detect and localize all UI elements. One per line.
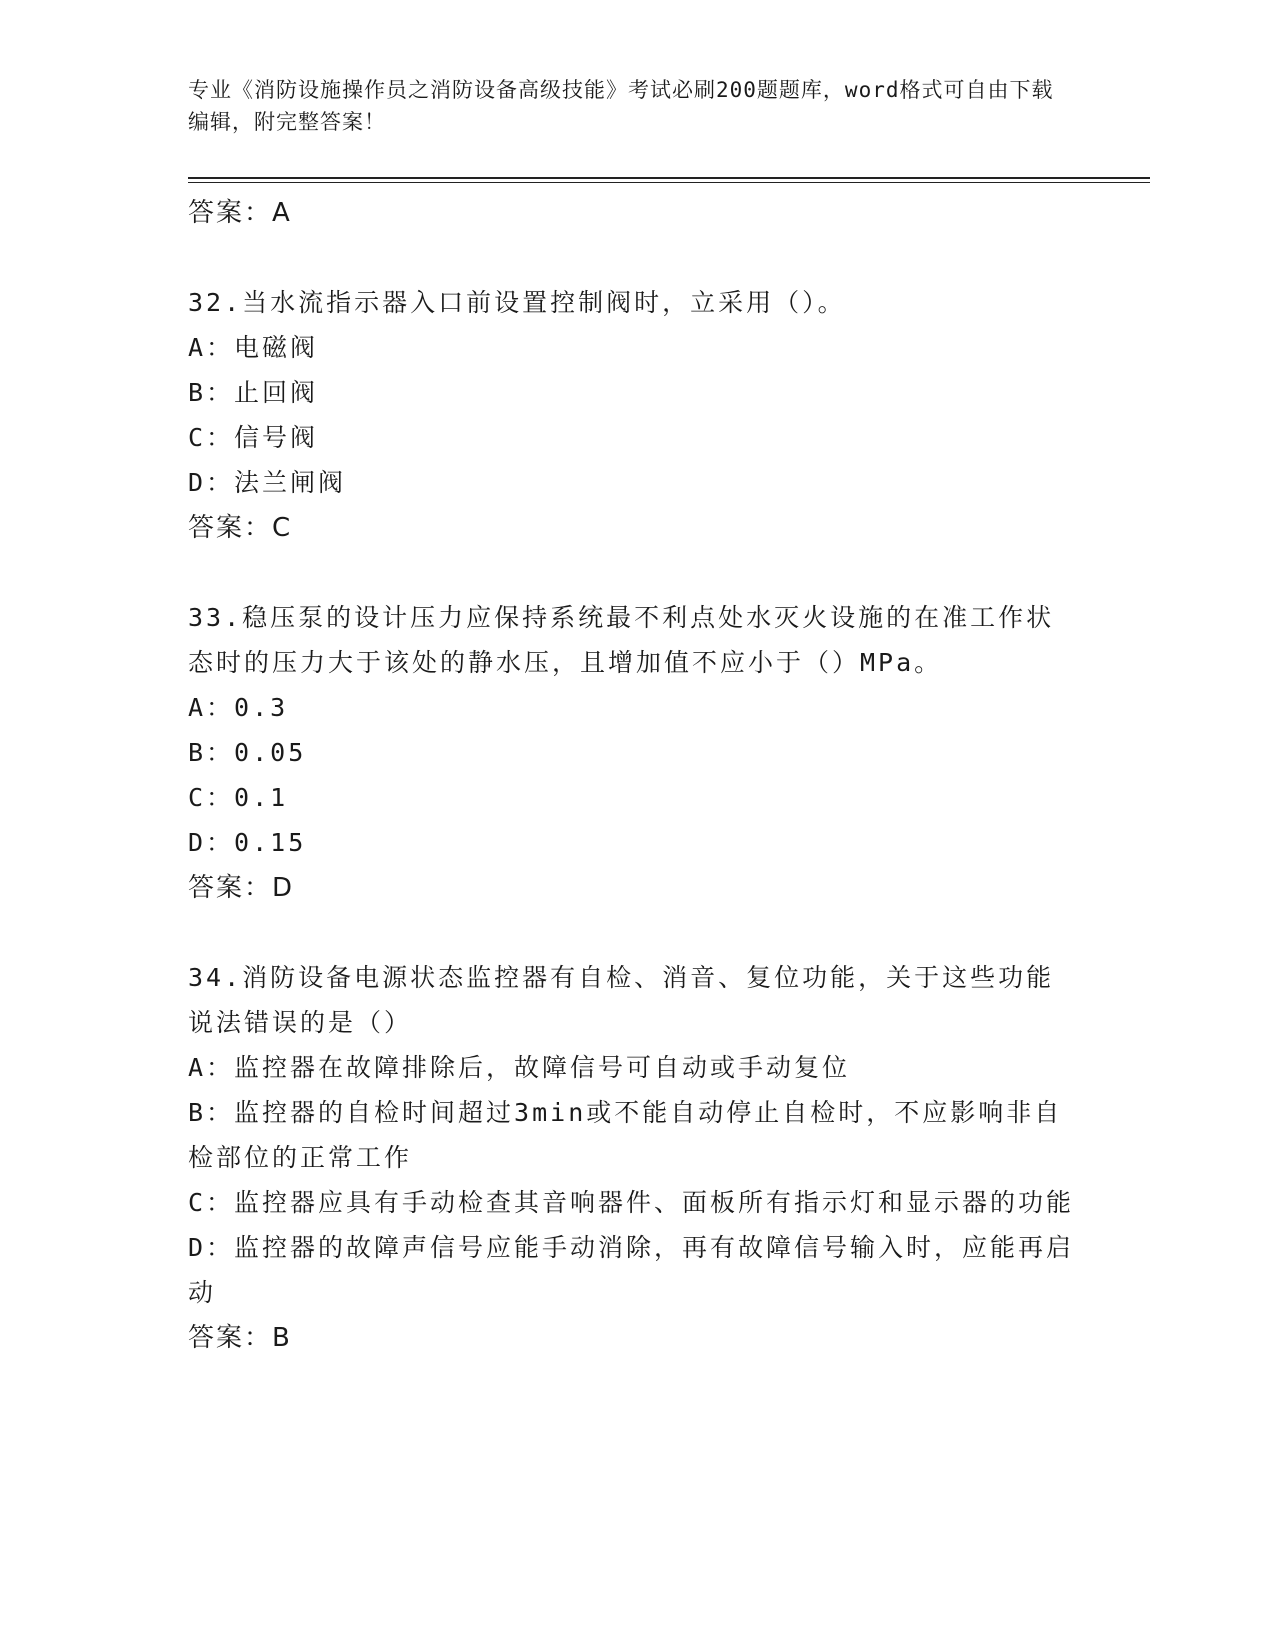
header-divider-thin bbox=[188, 182, 1150, 183]
option-c: C：0.1 bbox=[188, 783, 289, 812]
question-stem: 32.当水流指示器入口前设置控制阀时，立采用（）。 bbox=[188, 288, 846, 317]
option-b: B：止回阀 bbox=[188, 378, 319, 407]
option-a: A：监控器在故障排除后，故障信号可自动或手动复位 bbox=[188, 1053, 851, 1082]
option-d: D：法兰闸阀 bbox=[188, 468, 347, 497]
option-c: C：信号阀 bbox=[188, 423, 319, 452]
question-stem: 34.消防设备电源状态监控器有自检、消音、复位功能，关于这些功能说法错误的是（） bbox=[188, 963, 1055, 1037]
question-answer: 答案：C bbox=[188, 513, 293, 543]
option-a: A：0.3 bbox=[188, 693, 289, 722]
previous-answer: 答案：A bbox=[188, 198, 292, 228]
question-stem: 33.稳压泵的设计压力应保持系统最不利点处水灭火设施的在准工作状态时的压力大于该处的静水压，且增加值不应小于（）MPa。 bbox=[188, 603, 1055, 677]
page-header: 专业《消防设施操作员之消防设备高级技能》考试必刷200题题库，word格式可自由下载编辑，附完整答案！ bbox=[188, 78, 1054, 134]
option-a: A：电磁阀 bbox=[188, 333, 319, 362]
option-d: D：0.15 bbox=[188, 828, 307, 857]
header-divider-thick bbox=[188, 177, 1150, 179]
option-d: D：监控器的故障声信号应能手动消除，再有故障信号输入时，应能再启动 bbox=[188, 1233, 1075, 1307]
question-list bbox=[188, 190, 1078, 1361]
option-c: C：监控器应具有手动检查其音响器件、面板所有指示灯和显示器的功能 bbox=[188, 1188, 1075, 1217]
question-32 bbox=[188, 280, 1078, 551]
question-33 bbox=[188, 595, 1078, 911]
question-answer: 答案：B bbox=[188, 1323, 292, 1353]
option-b: B：监控器的自检时间超过3min或不能自动停止自检时，不应影响非自检部位的正常工作 bbox=[188, 1098, 1063, 1172]
option-b: B：0.05 bbox=[188, 738, 307, 767]
question-answer: 答案：D bbox=[188, 873, 295, 903]
question-34 bbox=[188, 955, 1078, 1361]
